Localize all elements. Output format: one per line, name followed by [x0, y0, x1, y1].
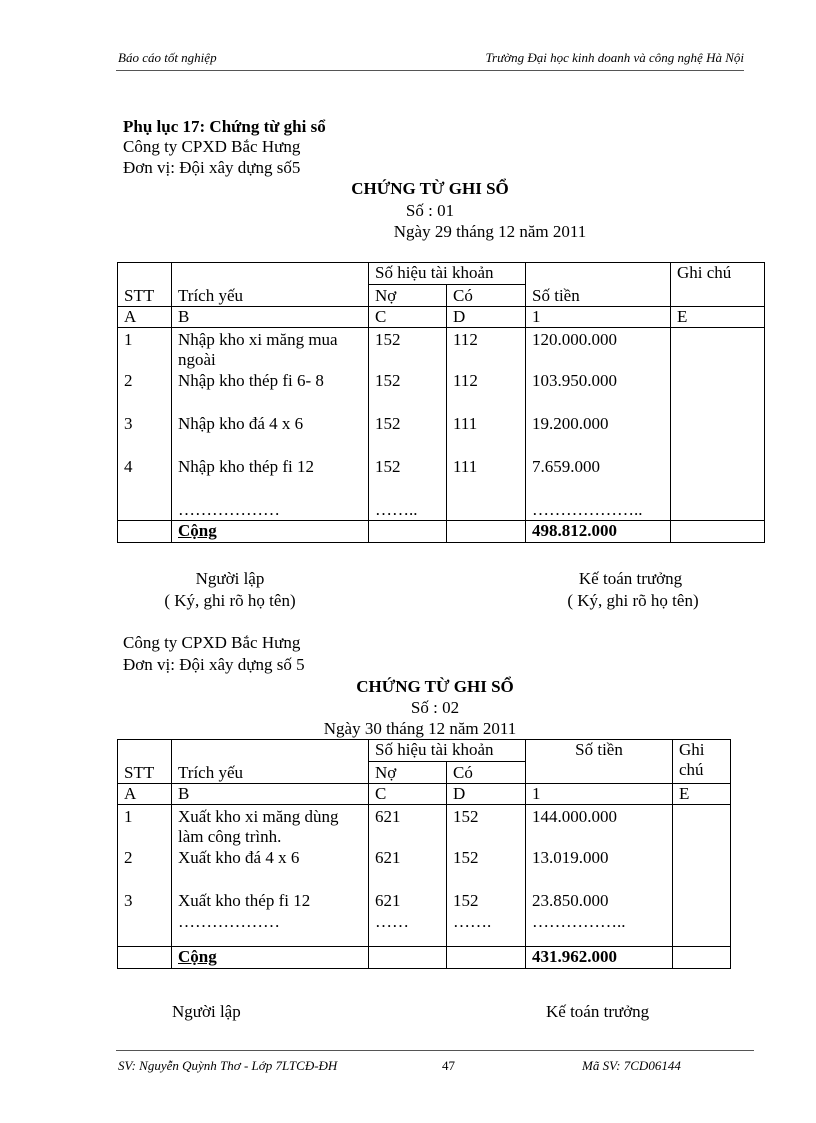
code-cell: D	[447, 784, 526, 805]
col-stt-header: STT	[118, 263, 172, 307]
row-stt: 1	[118, 805, 172, 848]
total-stt	[118, 521, 172, 543]
code-cell: E	[673, 784, 731, 805]
doc1-date: Ngày 29 tháng 12 năm 2011	[393, 222, 587, 241]
row-credit: 112	[447, 371, 526, 414]
footer-page-number: 47	[442, 1058, 455, 1073]
total-row	[118, 521, 765, 543]
col-stt-header: STT	[118, 740, 172, 784]
row-credit: 152	[447, 848, 526, 891]
doc1-sign-right: Kế toán trưởng	[578, 569, 683, 588]
row-stt: 3	[118, 891, 172, 912]
row-credit: 152	[447, 805, 526, 848]
col-credit-header: Có	[447, 762, 526, 784]
footer-right: Mã SV: 7CD06144	[582, 1058, 681, 1073]
code-cell: A	[118, 784, 172, 805]
row-note	[671, 500, 765, 521]
code-cell: 1	[526, 307, 671, 328]
col-desc-header: Trích yếu	[172, 740, 369, 784]
row-desc	[172, 328, 369, 371]
table-row	[118, 848, 731, 891]
row-debit: 152	[369, 457, 447, 500]
dots-amount: ……………..	[526, 912, 673, 947]
col-note-header: Ghi chú	[671, 263, 765, 307]
total-label: Cộng	[172, 521, 369, 543]
dots-debit: ……	[369, 912, 447, 947]
row-desc-line2: ngoài	[178, 350, 216, 369]
row-desc: Xuất kho đá 4 x 6	[172, 848, 369, 891]
doc1-unit: Đơn vị: Đội xây dựng số5	[123, 158, 301, 177]
doc1-table	[117, 262, 765, 543]
col-amount-header: Số tiền	[526, 740, 673, 784]
dots-credit	[447, 500, 526, 521]
doc1-title: CHỨNG TỪ GHI SỔ	[351, 179, 509, 198]
doc2-date: Ngày 30 tháng 12 năm 2011	[323, 719, 517, 738]
table-row	[118, 805, 731, 848]
col-note-line2: chú	[679, 760, 704, 779]
dots-credit: …….	[447, 912, 526, 947]
col-note-header	[673, 740, 731, 784]
dots-row	[118, 500, 765, 521]
row-amount: 103.950.000	[526, 371, 671, 414]
code-cell: D	[447, 307, 526, 328]
total-note	[671, 521, 765, 543]
row-desc-line1: Nhập kho xi măng mua	[178, 330, 338, 349]
doc1-sign-left: Người lập	[195, 569, 265, 588]
row-debit: 152	[369, 414, 447, 457]
code-cell: B	[172, 784, 369, 805]
dots-amount: ………………..	[526, 500, 671, 521]
row-amount: 19.200.000	[526, 414, 671, 457]
row-debit: 152	[369, 328, 447, 371]
row-note	[673, 912, 731, 947]
row-debit: 152	[369, 371, 447, 414]
col-debit-header: Nợ	[369, 762, 447, 784]
row-amount: 13.019.000	[526, 848, 673, 891]
table-row	[118, 457, 765, 500]
doc2-sign-right: Kế toán trưởng	[546, 1002, 650, 1021]
doc1-company: Công ty CPXD Bắc Hưng	[123, 137, 301, 156]
row-desc-line1: Xuất kho xi măng dùng	[178, 807, 339, 826]
code-cell: C	[369, 784, 447, 805]
doc2-number: Số : 02	[410, 698, 460, 717]
row-desc: Nhập kho đá 4 x 6	[172, 414, 369, 457]
row-credit: 152	[447, 891, 526, 912]
col-desc-header: Trích yếu	[172, 263, 369, 307]
row-amount: 144.000.000	[526, 805, 673, 848]
row-credit: 111	[447, 414, 526, 457]
table-row	[118, 328, 765, 371]
doc2-title: CHỨNG TỪ GHI SỔ	[356, 677, 514, 696]
total-label: Cộng	[172, 947, 369, 969]
header-rule	[116, 70, 744, 71]
dots-row	[118, 912, 731, 947]
row-note	[673, 848, 731, 891]
doc1-sign-right-sub: ( Ký, ghi rõ họ tên)	[567, 591, 699, 610]
code-cell: E	[671, 307, 765, 328]
row-stt: 2	[118, 371, 172, 414]
row-note	[671, 414, 765, 457]
col-debit-header: Nợ	[369, 285, 447, 307]
doc2-company: Công ty CPXD Bắc Hưng	[123, 633, 301, 652]
doc1-number: Số : 01	[405, 201, 455, 220]
header-left: Báo cáo tốt nghiệp	[118, 50, 217, 65]
row-debit: 621	[369, 848, 447, 891]
footer-left: SV: Nguyễn Quỳnh Thơ - Lớp 7LTCĐ-ĐH	[118, 1058, 338, 1073]
row-amount: 7.659.000	[526, 457, 671, 500]
code-cell: 1	[526, 784, 673, 805]
col-note-line1: Ghi	[679, 740, 705, 759]
row-desc	[172, 805, 369, 848]
doc2-sign-left: Người lập	[172, 1002, 241, 1021]
total-debit	[369, 947, 447, 969]
table-row	[118, 414, 765, 457]
row-note	[671, 328, 765, 371]
total-stt	[118, 947, 172, 969]
total-row	[118, 947, 731, 969]
total-amount: 498.812.000	[526, 521, 671, 543]
row-debit: 621	[369, 805, 447, 848]
row-note	[671, 457, 765, 500]
row-note	[673, 805, 731, 848]
col-credit-header: Có	[447, 285, 526, 307]
row-stt	[118, 500, 172, 521]
row-credit: 111	[447, 457, 526, 500]
table-row	[118, 891, 731, 912]
code-row	[118, 307, 765, 328]
row-stt	[118, 912, 172, 947]
row-stt: 4	[118, 457, 172, 500]
row-credit: 112	[447, 328, 526, 371]
code-row	[118, 784, 731, 805]
row-stt: 1	[118, 328, 172, 371]
code-cell: C	[369, 307, 447, 328]
col-account-group-header: Số hiệu tài khoản	[369, 263, 526, 285]
row-desc: Nhập kho thép fi 6- 8	[172, 371, 369, 414]
appendix-title: Phụ lục 17: Chứng từ ghi sổ	[123, 117, 326, 136]
total-debit	[369, 521, 447, 543]
row-stt: 2	[118, 848, 172, 891]
dots-desc: ………………	[172, 912, 369, 947]
doc2-unit: Đơn vị: Đội xây dựng số 5	[123, 655, 305, 674]
code-cell: B	[172, 307, 369, 328]
doc2-table	[117, 739, 731, 969]
row-note	[671, 371, 765, 414]
total-credit	[447, 947, 526, 969]
total-credit	[447, 521, 526, 543]
row-note	[673, 891, 731, 912]
row-desc-line2: làm công trình.	[178, 827, 282, 846]
col-account-group-header: Số hiệu tài khoản	[369, 740, 526, 762]
row-stt: 3	[118, 414, 172, 457]
footer-rule	[116, 1050, 754, 1051]
row-desc: Xuất kho thép fi 12	[172, 891, 369, 912]
table-row	[118, 371, 765, 414]
col-amount-header: Số tiền	[526, 263, 671, 307]
total-note	[673, 947, 731, 969]
dots-desc: ………………	[172, 500, 369, 521]
row-amount: 120.000.000	[526, 328, 671, 371]
doc1-sign-left-sub: ( Ký, ghi rõ họ tên)	[164, 591, 296, 610]
dots-debit: ……..	[369, 500, 447, 521]
header-right: Trường Đại học kinh doanh và công nghệ Hà Nội	[485, 50, 744, 65]
row-desc: Nhập kho thép fi 12	[172, 457, 369, 500]
total-amount: 431.962.000	[526, 947, 673, 969]
row-amount: 23.850.000	[526, 891, 673, 912]
row-debit: 621	[369, 891, 447, 912]
code-cell: A	[118, 307, 172, 328]
